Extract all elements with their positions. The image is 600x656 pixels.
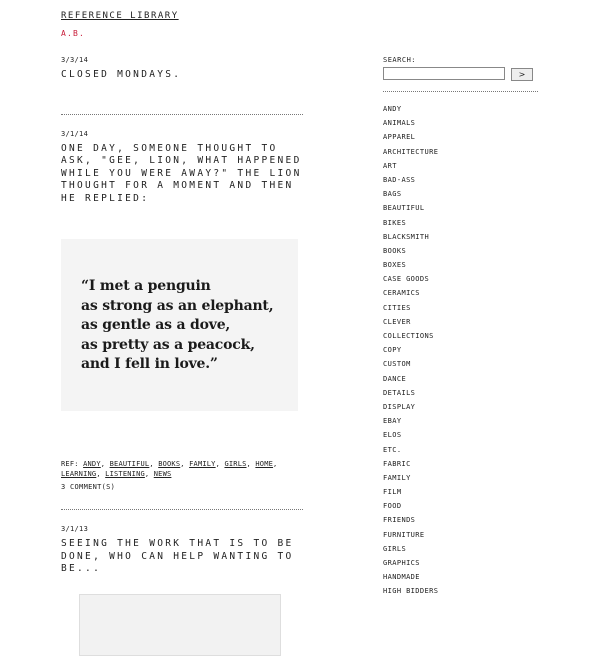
category-link[interactable]: CUSTOM — [383, 360, 411, 369]
category-link[interactable]: ETC. — [383, 445, 402, 454]
category-link[interactable]: ARCHITECTURE — [383, 147, 439, 156]
search-label: SEARCH: — [383, 56, 417, 64]
post-date[interactable]: 3/1/14 — [61, 129, 89, 138]
category-link[interactable]: FILM — [383, 488, 402, 497]
quote-line: “I met a penguin — [81, 278, 211, 294]
tag-link[interactable]: BOOKS — [158, 460, 181, 468]
category-link[interactable]: HIGH BIDDERS — [383, 587, 439, 596]
quote-line: as strong as an elephant, — [81, 297, 274, 314]
tag-link[interactable]: GIRLS — [224, 460, 247, 468]
category-link[interactable]: HANDMADE — [383, 573, 420, 582]
category-link[interactable]: FABRIC — [383, 459, 411, 468]
category-link[interactable]: DANCE — [383, 374, 407, 383]
post-text: ONE DAY, SOMEONE THOUGHT TO ASK, "GEE, LION, WHAT HAPPENED WHILE YOU WERE AWAY?" THE LION THOUGHT FOR A MOMENT AND THEN HE REPLIED: — [61, 142, 302, 204]
tag-link[interactable]: ANDY — [83, 460, 101, 468]
category-link[interactable]: FURNITURE — [383, 530, 425, 539]
search-form — [383, 67, 543, 83]
post-2 — [61, 129, 304, 492]
category-link[interactable]: CASE GOODS — [383, 275, 430, 284]
category-link[interactable]: CLEVER — [383, 317, 411, 326]
site-author[interactable]: A.B. — [61, 29, 86, 38]
category-link[interactable]: CERAMICS — [383, 289, 420, 298]
category-link[interactable]: CITIES — [383, 303, 411, 312]
category-link[interactable]: GIRLS — [383, 544, 407, 553]
category-link[interactable]: EBAY — [383, 417, 402, 426]
category-link[interactable]: ART — [383, 161, 397, 170]
post-text: SEEING THE WORK THAT IS TO BE DONE, WHO CAN HELP WANTING TO BE... — [61, 538, 294, 574]
category-link[interactable]: DISPLAY — [383, 402, 416, 411]
post-divider — [61, 509, 303, 510]
post-divider — [61, 114, 303, 115]
category-link[interactable]: BOXES — [383, 261, 407, 270]
tag-link[interactable]: HOME — [255, 460, 274, 468]
post-date[interactable]: 3/1/13 — [61, 525, 89, 533]
category-link[interactable]: BIKES — [383, 218, 407, 227]
quote-line: and I fell in love.” — [81, 356, 218, 372]
comments-link[interactable]: 3 COMMENT(S) — [61, 483, 116, 491]
category-link[interactable]: DETAILS — [383, 388, 416, 397]
category-link[interactable]: BLACKSMITH — [383, 232, 430, 241]
category-link[interactable]: ANIMALS — [383, 119, 416, 128]
category-link[interactable]: FRIENDS — [383, 516, 416, 525]
category-link[interactable]: ANDY — [383, 105, 402, 113]
tag-link[interactable]: LISTENING — [105, 470, 145, 478]
category-link[interactable]: BAD-ASS — [383, 175, 416, 184]
category-link[interactable]: BOOKS — [383, 246, 407, 255]
category-link[interactable]: ELOS — [383, 431, 402, 440]
image-quote-text — [81, 277, 273, 375]
post-date[interactable]: 3/3/14 — [61, 56, 89, 64]
tag-link[interactable]: LEARNING — [61, 470, 97, 478]
category-link[interactable]: COPY — [383, 346, 402, 355]
category-link[interactable]: BEAUTIFUL — [383, 204, 425, 213]
quote-line: as gentle as a dove, — [81, 317, 231, 333]
tag-link[interactable]: BEAUTIFUL — [109, 460, 150, 468]
tag-link[interactable]: NEWS — [153, 470, 172, 478]
post-image — [79, 594, 281, 656]
category-list — [383, 104, 543, 601]
post-3 — [61, 524, 304, 656]
post-text: CLOSED MONDAYS. — [61, 69, 182, 80]
post-1 — [61, 55, 304, 82]
search-input[interactable] — [383, 67, 505, 80]
site-title[interactable]: REFERENCE LIBRARY — [61, 11, 179, 21]
category-link[interactable]: FAMILY — [383, 473, 411, 482]
search-button[interactable]: > — [511, 68, 533, 81]
sidebar — [383, 56, 543, 601]
post-image-quote — [61, 239, 298, 411]
quote-line: as pretty as a peacock, — [81, 336, 255, 353]
category-link[interactable]: BAGS — [383, 190, 402, 199]
post-tags: REF: ANDY, BEAUTIFUL, BOOKS, FAMILY, GIRLS, HOME, LEARNING, LISTENING, NEWS — [61, 460, 278, 478]
category-link[interactable]: COLLECTIONS — [383, 332, 434, 340]
category-link[interactable]: GRAPHICS — [383, 559, 420, 567]
category-link[interactable]: APPAREL — [383, 133, 416, 142]
category-link[interactable]: FOOD — [383, 502, 402, 511]
main-content — [61, 55, 304, 656]
tag-link[interactable]: FAMILY — [189, 460, 216, 468]
sidebar-divider — [383, 91, 538, 92]
tags-prefix: REF: — [61, 460, 79, 468]
